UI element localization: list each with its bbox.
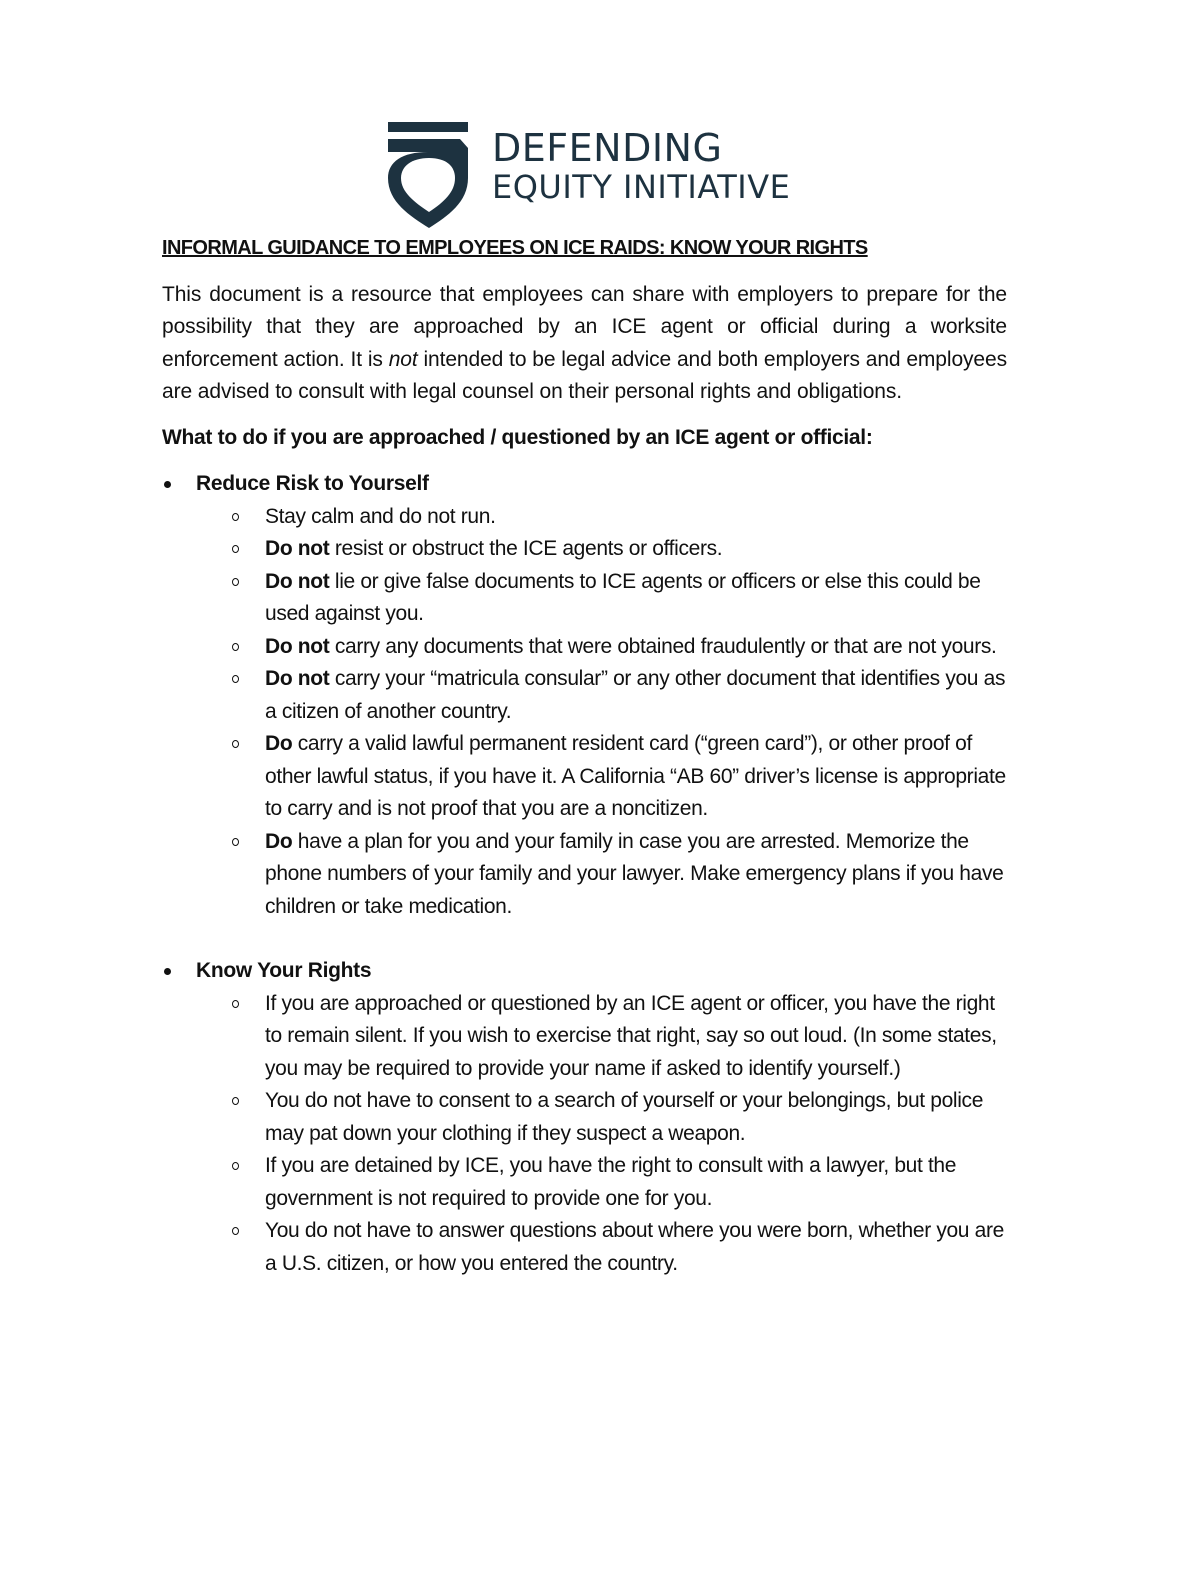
intro-text-1: This document is a resource that employees can share with employers to prepare for the possibility that they are approached by an ICE agent or official during a worksite enforcement action. It is <box>162 282 1007 371</box>
item-text: have a plan for you and your family in case you are arrested. Memorize the phone numbers of your family and your lawyer. Make emergency plans if you have children or take medication. <box>265 829 1004 918</box>
item-emphasis: Do not <box>265 667 330 690</box>
document-body <box>162 232 1007 1280</box>
logo-text-line1: DEFENDING <box>492 126 723 170</box>
circle-bullet-icon <box>232 545 239 553</box>
list-item <box>162 826 1007 924</box>
intro-text-2: intended to be legal advice and both employers and employees are advised to consult with legal counsel on their personal rights and obligations. <box>162 347 1007 403</box>
circle-bullet-icon <box>232 675 239 683</box>
bullet-icon <box>164 481 171 488</box>
item-text: You do not have to consent to a search of yourself or your belongings, but police may pat down your clothing if they suspect a weapon. <box>265 1089 984 1145</box>
list-item <box>162 663 1007 728</box>
item-emphasis: Do not <box>265 634 330 658</box>
bullet-heading <box>162 468 1007 501</box>
document-title: INFORMAL GUIDANCE TO EMPLOYEES ON ICE RAIDS: KNOW YOUR RIGHTS <box>162 237 868 259</box>
bullet-heading-text: Know Your Rights <box>196 959 372 982</box>
item-emphasis: Do <box>265 732 293 755</box>
list-item <box>162 533 1007 566</box>
item-text: If you are approached or questioned by an ICE agent or officer, you have the right to remain silent. If you wish to exercise that right, say so out loud. (In some states, you may be required to provide your name if asked to identify yourself.) <box>265 991 997 1080</box>
list-item <box>162 1215 1007 1280</box>
item-text: If you are detained by ICE, you have the right to consult with a lawyer, but the government is not required to provide one for you. <box>265 1154 957 1210</box>
item-emphasis: Do <box>265 829 293 853</box>
item-text: resist or obstruct the ICE agents or officers. <box>329 537 723 560</box>
item-emphasis: Do not <box>265 569 330 593</box>
item-text: carry your “matricula consular” or any other document that identifies you as a citizen of another country. <box>265 667 1006 723</box>
bullet-heading <box>162 955 1007 988</box>
item-text: You do not have to answer questions about where you were born, whether you are a U.S. citizen, or how you entered the country. <box>265 1219 1004 1275</box>
bullet-heading-text: Reduce Risk to Yourself <box>196 472 429 495</box>
intro-emphasis: not <box>388 347 418 371</box>
item-text: Stay calm and do not run. <box>265 504 496 528</box>
item-text: carry a valid lawful permanent resident card (“green card”), or other proof of other lawful status, if you have it. A California “AB 60” driver’s license is appropriate to carry and is not proof that you are a noncitizen. <box>265 732 1006 820</box>
logo-text-line2: EQUITY INITIATIVE <box>492 168 791 206</box>
list-item <box>162 728 1007 826</box>
intro-paragraph <box>162 279 1007 409</box>
list-item <box>162 566 1007 631</box>
circle-bullet-icon <box>232 1162 239 1170</box>
item-text: lie or give false documents to ICE agents or officers or else this could be used against you. <box>265 569 981 625</box>
list-item <box>162 1085 1007 1150</box>
shield-logo-icon <box>388 122 470 228</box>
section-know-rights <box>162 955 1007 1280</box>
list-item <box>162 988 1007 1086</box>
circle-bullet-icon <box>232 1000 239 1008</box>
organization-logo <box>388 122 818 228</box>
list-item <box>162 1150 1007 1215</box>
section-reduce-risk <box>162 468 1007 923</box>
circle-bullet-icon <box>232 1097 239 1105</box>
circle-bullet-icon <box>232 838 239 846</box>
item-text: carry any documents that were obtained fraudulently or that are not yours. <box>329 634 997 658</box>
sub-list <box>162 988 1007 1281</box>
circle-bullet-icon <box>232 513 239 521</box>
list-item <box>162 501 1007 534</box>
bullet-icon <box>164 968 171 975</box>
list-item <box>162 631 1007 664</box>
circle-bullet-icon <box>232 643 239 651</box>
circle-bullet-icon <box>232 578 239 586</box>
circle-bullet-icon <box>232 740 239 748</box>
item-emphasis: Do not <box>265 537 330 560</box>
section-question-heading: What to do if you are approached / questioned by an ICE agent or official: <box>162 425 873 449</box>
sub-list <box>162 501 1007 924</box>
circle-bullet-icon <box>232 1227 239 1235</box>
